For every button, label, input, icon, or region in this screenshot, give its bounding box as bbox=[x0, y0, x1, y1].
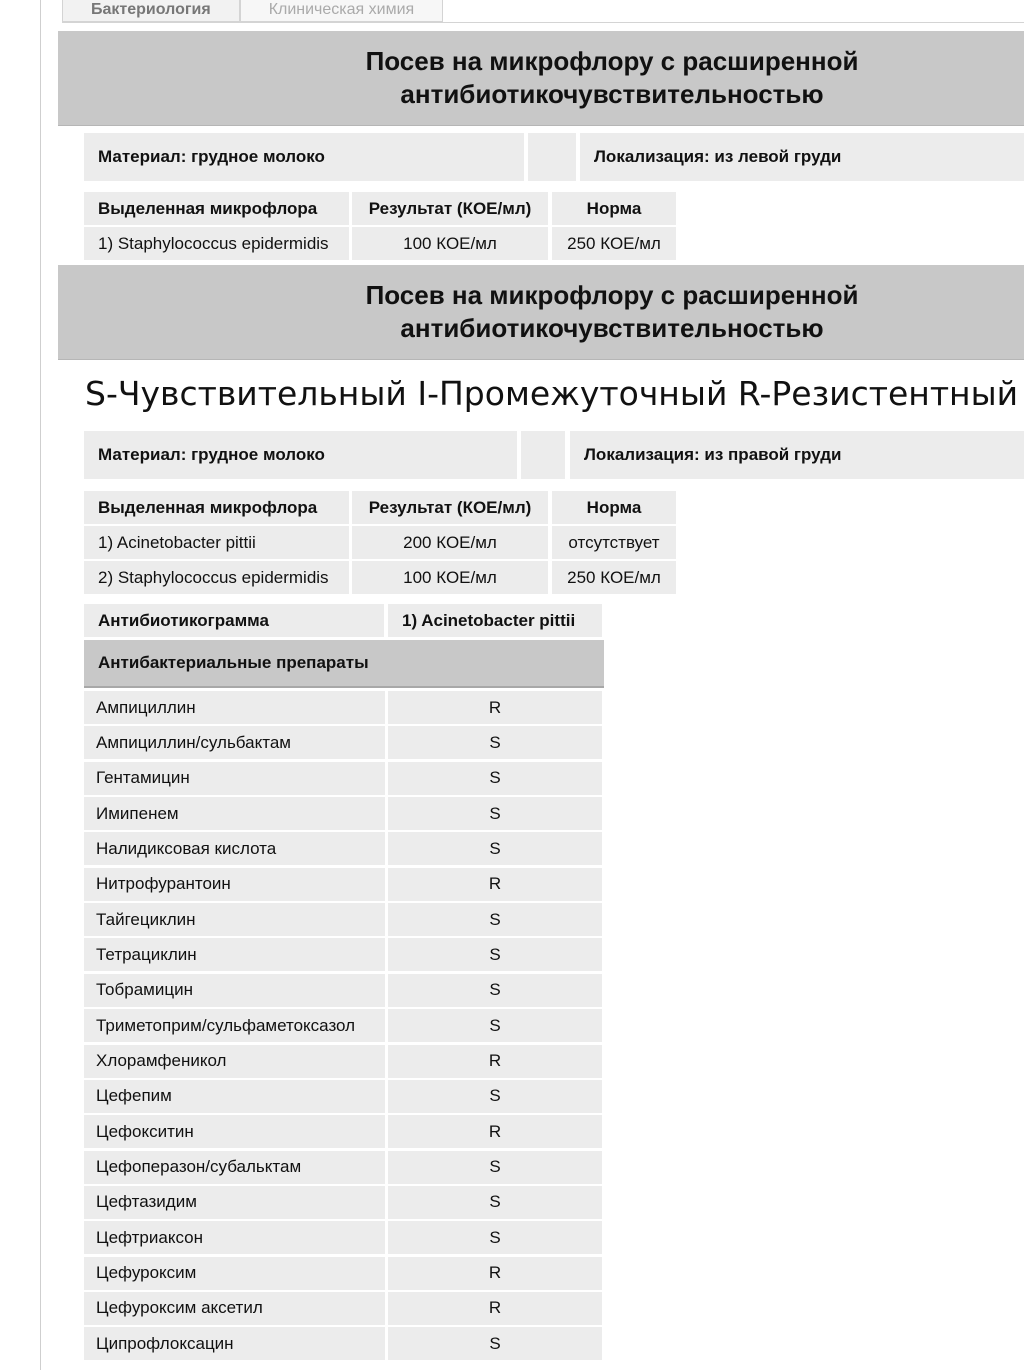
antibiotic-name: Цефтазидим bbox=[84, 1186, 385, 1219]
section2-row1-norm: отсутствует bbox=[552, 526, 676, 559]
antibiogram-row bbox=[84, 1115, 602, 1148]
antibiotic-name: Тайгециклин bbox=[84, 903, 385, 936]
section1-header-result: Результат (КОЕ/мл) bbox=[352, 192, 548, 225]
section1-title-line2: антибиотикочувствительностью bbox=[400, 79, 824, 109]
section2-row1-result: 200 КОЕ/мл bbox=[352, 526, 548, 559]
antibiotic-name: Ампициллин bbox=[84, 691, 385, 724]
section2-material: Материал: грудное молоко bbox=[84, 431, 517, 479]
tab-clinical-chemistry[interactable]: Клиническая химия bbox=[240, 0, 444, 22]
section2-row2-result: 100 КОЕ/мл bbox=[352, 561, 548, 594]
antibiotic-name: Цефтриаксон bbox=[84, 1221, 385, 1254]
antibiogram-row bbox=[84, 974, 602, 1007]
section2-row2-norm: 250 КОЕ/мл bbox=[552, 561, 676, 594]
section1-row1-flora: 1) Staphylococcus epidermidis bbox=[84, 227, 349, 260]
antibiogram-row bbox=[84, 1257, 602, 1290]
antibiotic-name: Имипенем bbox=[84, 797, 385, 830]
antibiogram-row bbox=[84, 1009, 602, 1042]
section1-localization: Локализация: из левой груди bbox=[580, 133, 1024, 181]
antibiogram-header: Антибиотикограмма bbox=[84, 604, 384, 637]
sensitivity-value: S bbox=[388, 1080, 602, 1113]
antibiogram-organism-header: 1) Acinetobacter pittii bbox=[388, 604, 602, 637]
sensitivity-value: S bbox=[388, 726, 602, 759]
section1-spacer-cell bbox=[528, 133, 576, 181]
antibiogram-row bbox=[84, 1327, 602, 1360]
sensitivity-value: R bbox=[388, 691, 602, 724]
antibiogram-row bbox=[84, 691, 602, 724]
tab-bar bbox=[62, 0, 443, 22]
antibiotic-name: Цефоперазон/субальктам bbox=[84, 1151, 385, 1184]
sensitivity-value: S bbox=[388, 1151, 602, 1184]
sensitivity-value: R bbox=[388, 1257, 602, 1290]
sensitivity-value: S bbox=[388, 1327, 602, 1360]
antibiotic-name: Нитрофурантоин bbox=[84, 868, 385, 901]
sensitivity-value: R bbox=[388, 1045, 602, 1078]
antibiotic-name: Тобрамицин bbox=[84, 974, 385, 1007]
antibiogram-row bbox=[84, 762, 602, 795]
antibiogram-row bbox=[84, 797, 602, 830]
sensitivity-value: S bbox=[388, 1221, 602, 1254]
section2-title-banner bbox=[58, 265, 1024, 360]
antibiotic-name: Ампициллин/сульбактам bbox=[84, 726, 385, 759]
sensitivity-value: R bbox=[388, 868, 602, 901]
section2-title-line2: антибиотикочувствительностью bbox=[400, 313, 824, 343]
antibiogram-row bbox=[84, 1045, 602, 1078]
section2-row1-flora: 1) Acinetobacter pittii bbox=[84, 526, 349, 559]
sensitivity-value: S bbox=[388, 832, 602, 865]
antibiogram-row bbox=[84, 726, 602, 759]
antibiogram-row bbox=[84, 832, 602, 865]
section1-material: Материал: грудное молоко bbox=[84, 133, 524, 181]
sensitivity-value: R bbox=[388, 1115, 602, 1148]
section1-row1-result: 100 КОЕ/мл bbox=[352, 227, 548, 260]
section2-row2-flora: 2) Staphylococcus epidermidis bbox=[84, 561, 349, 594]
antibiotic-name: Тетрациклин bbox=[84, 938, 385, 971]
antibiotic-name: Цефуроксим bbox=[84, 1257, 385, 1290]
section1-title-line1: Посев на микрофлору с расширенной bbox=[365, 46, 859, 76]
antibiogram-row bbox=[84, 868, 602, 901]
sensitivity-value: S bbox=[388, 762, 602, 795]
sensitivity-value: S bbox=[388, 1186, 602, 1219]
antibiotic-name: Хлорамфеникол bbox=[84, 1045, 385, 1078]
antibacterial-drugs-subheader: Антибактериальные препараты bbox=[84, 640, 604, 688]
tab-divider bbox=[62, 22, 1024, 23]
sensitivity-value: S bbox=[388, 974, 602, 1007]
sensitivity-value: S bbox=[388, 1009, 602, 1042]
section2-localization: Локализация: из правой груди bbox=[570, 431, 1024, 479]
antibiotic-name: Налидиксовая кислота bbox=[84, 832, 385, 865]
antibiogram-row bbox=[84, 1151, 602, 1184]
tab-bacteriology[interactable]: Бактериология bbox=[62, 0, 240, 22]
section1-header-norm: Норма bbox=[552, 192, 676, 225]
sensitivity-value: S bbox=[388, 797, 602, 830]
antibiotic-name: Гентамицин bbox=[84, 762, 385, 795]
section1-row1-norm: 250 КОЕ/мл bbox=[552, 227, 676, 260]
antibiotic-name: Цефуроксим аксетил bbox=[84, 1292, 385, 1325]
sensitivity-legend: S-Чувствительный I-Промежуточный R-Резистентный bbox=[85, 374, 1019, 413]
section1-header-flora: Выделенная микрофлора bbox=[84, 192, 349, 225]
antibiogram-row bbox=[84, 938, 602, 971]
antibiogram-row bbox=[84, 1292, 602, 1325]
antibiogram-row bbox=[84, 1221, 602, 1254]
sensitivity-value: S bbox=[388, 938, 602, 971]
section2-header-result: Результат (КОЕ/мл) bbox=[352, 491, 548, 524]
antibiotic-name: Цефокситин bbox=[84, 1115, 385, 1148]
antibiotic-name: Триметоприм/сульфаметоксазол bbox=[84, 1009, 385, 1042]
section2-title-line1: Посев на микрофлору с расширенной bbox=[365, 280, 859, 310]
antibiotic-name: Ципрофлоксацин bbox=[84, 1327, 385, 1360]
section1-title-banner bbox=[58, 31, 1024, 126]
antibiogram-row bbox=[84, 903, 602, 936]
section2-header-norm: Норма bbox=[552, 491, 676, 524]
frame-left-border bbox=[40, 0, 41, 1370]
sensitivity-value: R bbox=[388, 1292, 602, 1325]
antibiogram-row bbox=[84, 1186, 602, 1219]
antibiotic-name: Цефепим bbox=[84, 1080, 385, 1113]
section2-header-flora: Выделенная микрофлора bbox=[84, 491, 349, 524]
section2-spacer-cell bbox=[521, 431, 565, 479]
sensitivity-value: S bbox=[388, 903, 602, 936]
antibiogram-row bbox=[84, 1080, 602, 1113]
